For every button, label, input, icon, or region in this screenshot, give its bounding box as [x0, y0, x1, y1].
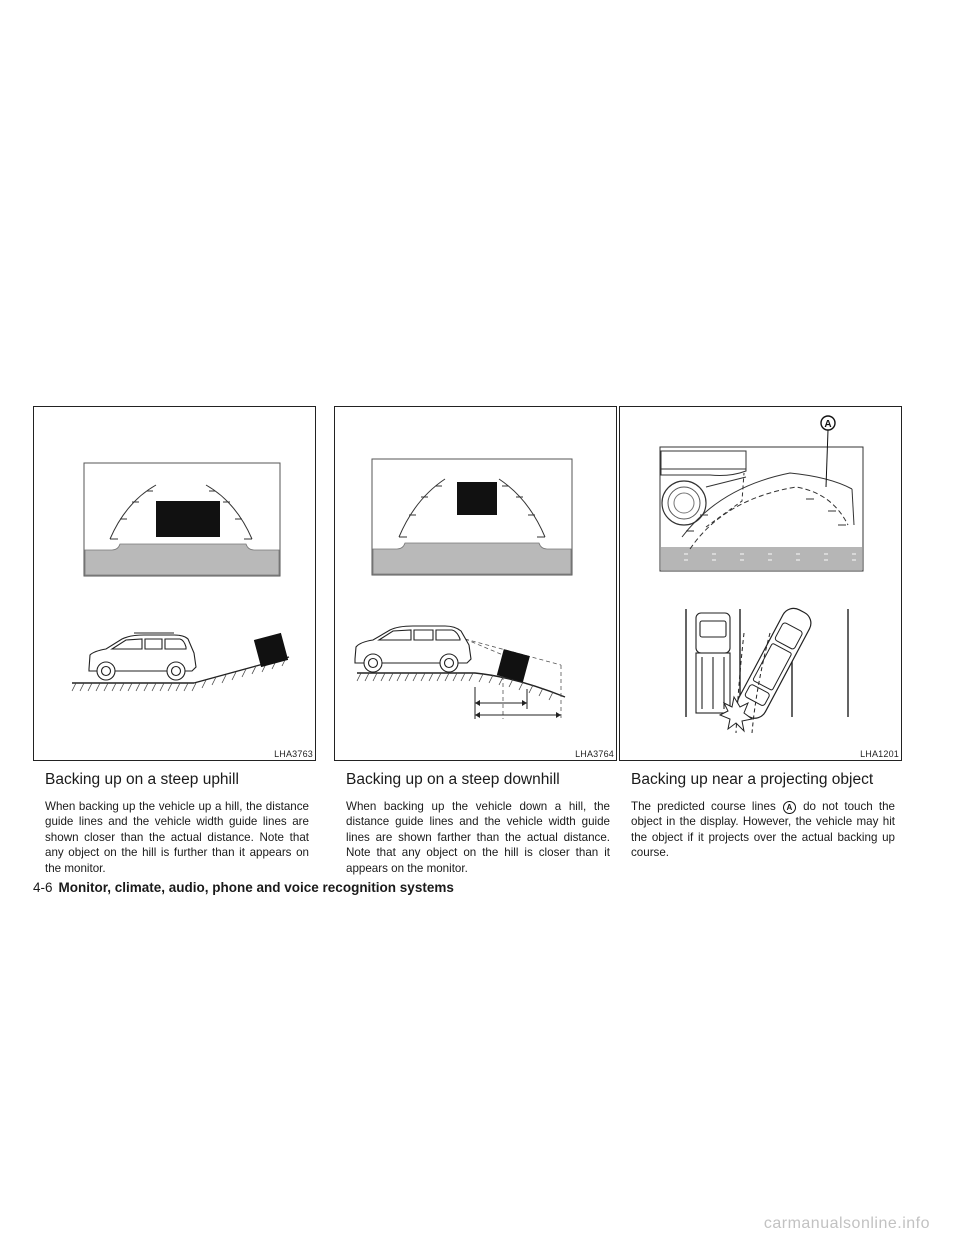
page-number: 4-6 [33, 880, 53, 895]
body-text-after: do not touch the object in the display. However, the vehicle may hit the object if it projects over the actual backing up course. [631, 800, 895, 860]
section-heading: Backing up on a steep uphill [45, 771, 239, 788]
uphill-illustration [34, 407, 317, 762]
downhill-illustration [335, 407, 618, 762]
projecting-object-illustration [620, 407, 903, 762]
page-footer [33, 880, 454, 895]
section-uphill [33, 406, 318, 876]
figure-projecting-object [619, 406, 902, 761]
section-heading: Backing up near a projecting object [631, 771, 874, 788]
callout-a-icon: A [783, 801, 796, 814]
section-body [631, 799, 895, 861]
figure-code: LHA3764 [575, 749, 614, 759]
figure-downhill [334, 406, 617, 761]
figure-uphill [33, 406, 316, 761]
svg-text:A: A [824, 419, 832, 430]
body-text-before: The predicted course lines [631, 800, 776, 813]
watermark: carmanualsonline.info [763, 1215, 930, 1232]
figure-code: LHA1201 [860, 749, 899, 759]
section-body: When backing up the vehicle down a hill, the distance guide lines and the vehicle width guide lines are shown farther than the actual distance. Note that any object on the hill is closer than it appears on the monitor. [346, 800, 610, 875]
figure-code: LHA3763 [274, 749, 313, 759]
section-body: When backing up the vehicle up a hill, the distance guide lines and the vehicle width guide lines are shown closer than the actual distance. Note that any object on the hill is further than it appears on the monitor. [45, 800, 309, 875]
section-heading: Backing up on a steep downhill [346, 771, 560, 788]
section-downhill [334, 406, 619, 876]
section-title: Monitor, climate, audio, phone and voice recognition systems [58, 880, 454, 895]
section-projecting-object [619, 406, 904, 861]
